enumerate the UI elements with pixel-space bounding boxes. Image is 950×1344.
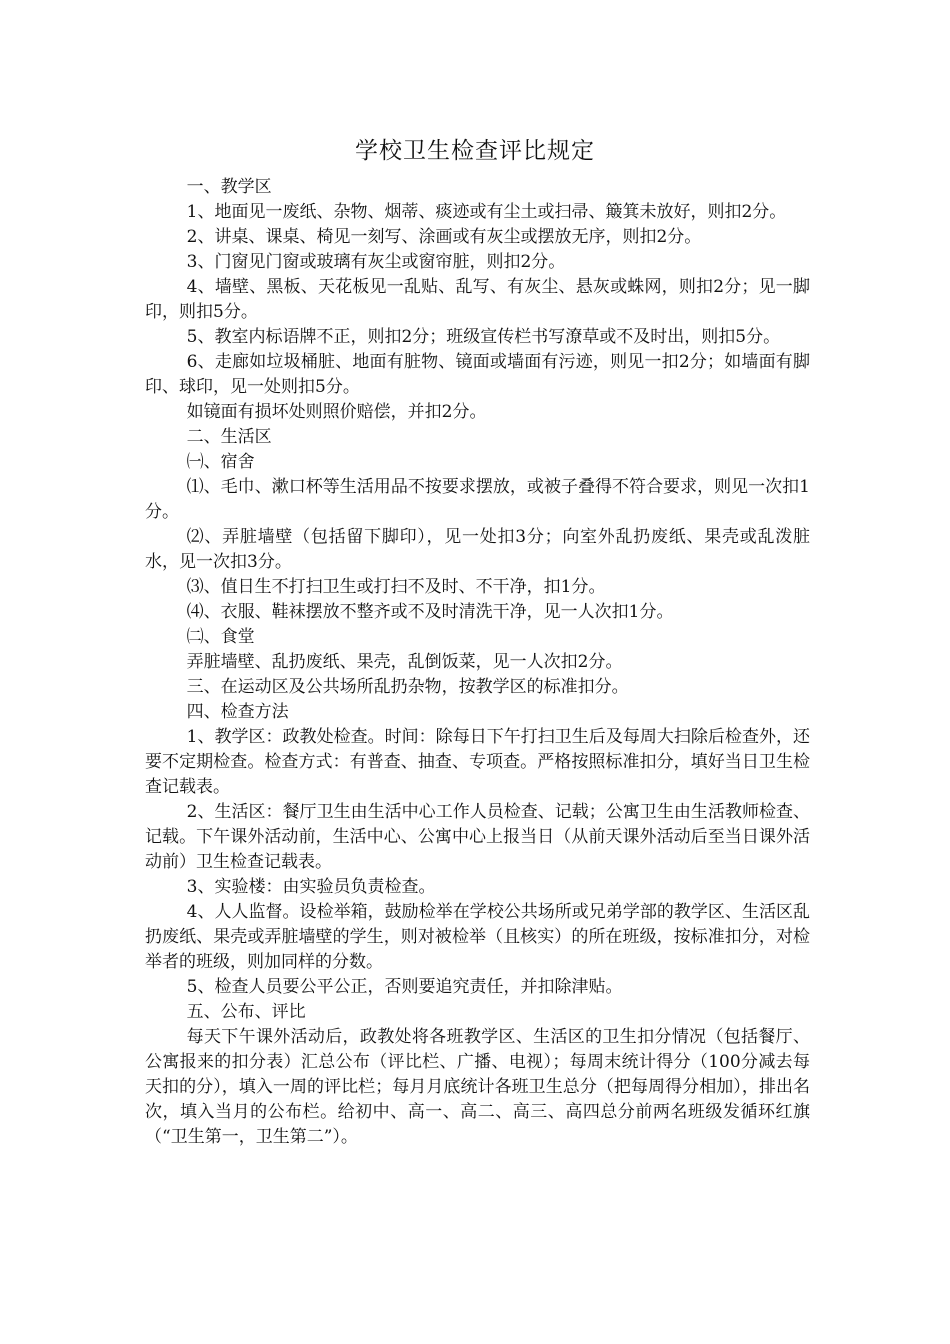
section-heading-teaching-area: 一、教学区 — [186, 177, 272, 197]
rule-paragraph: ⑷、衣服、鞋袜摆放不整齐或不及时清洗干净，见一人次扣1分。 — [186, 602, 674, 622]
rule-paragraph: 6、走廊如垃圾桶脏、地面有脏物、镜面或墙面有污迹，则见一扣2分；如墙面有脚印、球印，见一处则扣5分。 — [145, 352, 810, 397]
rule-paragraph: 2、讲桌、课桌、椅见一刻写、涂画或有灰尘或摆放无序，则扣2分。 — [186, 227, 702, 247]
rule-paragraph: 4、墙壁、黑板、天花板见一乱贴、乱写、有灰尘、悬灰或蛛网，则扣2分；见一脚印，则扣5分。 — [145, 277, 810, 322]
document-body — [145, 175, 810, 1150]
rule-paragraph: 1、教学区：政教处检查。时间：除每日下午打扫卫生后及每周大扫除后检查外，还要不定期检查。检查方式：有普查、抽查、专项查。严格按照标准扣分，填好当日卫生检查记载表。 — [145, 727, 810, 797]
subsection-heading-dormitory: ㈠、宿舍 — [186, 452, 255, 472]
rule-paragraph: 如镜面有损坏处则照价赔偿，并扣2分。 — [186, 402, 487, 422]
section-heading-living-area: 二、生活区 — [186, 427, 272, 447]
section-heading-publish-evaluate: 五、公布、评比 — [186, 1002, 306, 1022]
rule-paragraph: 3、门窗见门窗或玻璃有灰尘或窗帘脏，则扣2分。 — [186, 252, 566, 272]
section-heading-sports-area: 三、在运动区及公共场所乱扔杂物，按教学区的标准扣分。 — [186, 677, 629, 697]
section-heading-inspection-method: 四、检查方法 — [186, 702, 289, 722]
rule-paragraph: 每天下午课外活动后，政教处将各班教学区、生活区的卫生扣分情况（包括餐厅、公寓报来的扣分表）汇总公布（评比栏、广播、电视）；每周末统计得分（100分减去每天扣的分），填入一周的评比栏；每月月底统计各班卫生总分（把每周得分相加），排出名次，填入当月的公布栏。给初中、高一、高二、高三、高四总分前两名班级发循环红旗（“卫生第一，卫生第二”）。 — [145, 1027, 810, 1147]
rule-paragraph: 2、生活区：餐厅卫生由生活中心工作人员检查、记载；公寓卫生由生活教师检查、记载。下午课外活动前，生活中心、公寓中心上报当日（从前天课外活动后至当日课外活动前）卫生检查记载表。 — [145, 802, 810, 872]
rule-paragraph: ⑶、值日生不打扫卫生或打扫不及时、不干净，扣1分。 — [186, 577, 606, 597]
rule-paragraph: 5、教室内标语牌不正，则扣2分；班级宣传栏书写潦草或不及时出，则扣5分。 — [186, 327, 781, 347]
rule-paragraph: 弄脏墙壁、乱扔废纸、果壳，乱倒饭菜，见一人次扣2分。 — [186, 652, 623, 672]
rule-paragraph: 5、检查人员要公平公正，否则要追究责任，并扣除津贴。 — [186, 977, 623, 997]
rule-paragraph: ⑴、毛巾、漱口杯等生活用品不按要求摆放，或被子叠得不符合要求，则见一次扣1分。 — [145, 477, 810, 522]
rule-paragraph: 1、地面见一废纸、杂物、烟蒂、痰迹或有尘土或扫帚、簸箕未放好，则扣2分。 — [186, 202, 787, 222]
subsection-heading-canteen: ㈡、食堂 — [186, 627, 255, 647]
rule-paragraph: 3、实验楼：由实验员负责检查。 — [186, 877, 436, 897]
document-title: 学校卫生检查评比规定 — [355, 138, 595, 164]
rule-paragraph: 4、人人监督。设检举箱，鼓励检举在学校公共场所或兄弟学部的教学区、生活区乱扔废纸、果壳或弄脏墙壁的学生，则对被检举（且核实）的所在班级，按标准扣分，对检举者的班级，则加同样的分数。 — [145, 902, 810, 972]
rule-paragraph: ⑵、弄脏墙壁（包括留下脚印），见一处扣3分；向室外乱扔废纸、果壳或乱泼脏水，见一次扣3分。 — [145, 527, 810, 572]
